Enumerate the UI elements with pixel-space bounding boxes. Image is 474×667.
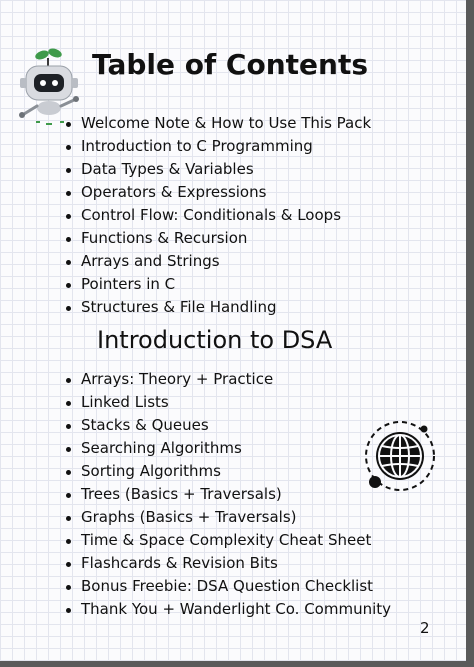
list-item: Bonus Freebie: DSA Question Checklist	[63, 575, 391, 598]
list-item: Time & Space Complexity Cheat Sheet	[63, 529, 391, 552]
list-item: Functions & Recursion	[63, 227, 371, 250]
list-item: Graphs (Basics + Traversals)	[63, 506, 391, 529]
page-number: 2	[420, 619, 430, 637]
list-item: Searching Algorithms	[63, 437, 391, 460]
toc-list-dsa	[63, 368, 391, 621]
list-item: Arrays and Strings	[63, 250, 371, 273]
list-item: Flashcards & Revision Bits	[63, 552, 391, 575]
toc-list-c	[63, 112, 371, 319]
page-title: Table of Contents	[92, 48, 369, 81]
list-item: Sorting Algorithms	[63, 460, 391, 483]
list-item: Control Flow: Conditionals & Loops	[63, 204, 371, 227]
section-heading: Introduction to DSA	[97, 326, 333, 354]
list-item: Trees (Basics + Traversals)	[63, 483, 391, 506]
list-item: Stacks & Queues	[63, 414, 391, 437]
list-item: Structures & File Handling	[63, 296, 371, 319]
list-item: Data Types & Variables	[63, 158, 371, 181]
list-item: Welcome Note & How to Use This Pack	[63, 112, 371, 135]
list-item: Pointers in C	[63, 273, 371, 296]
list-item: Operators & Expressions	[63, 181, 371, 204]
list-item: Thank You + Wanderlight Co. Community	[63, 598, 391, 621]
list-item: Introduction to C Programming	[63, 135, 371, 158]
list-item: Linked Lists	[63, 391, 391, 414]
globe-icon	[360, 418, 440, 496]
list-item: Arrays: Theory + Practice	[63, 368, 391, 391]
